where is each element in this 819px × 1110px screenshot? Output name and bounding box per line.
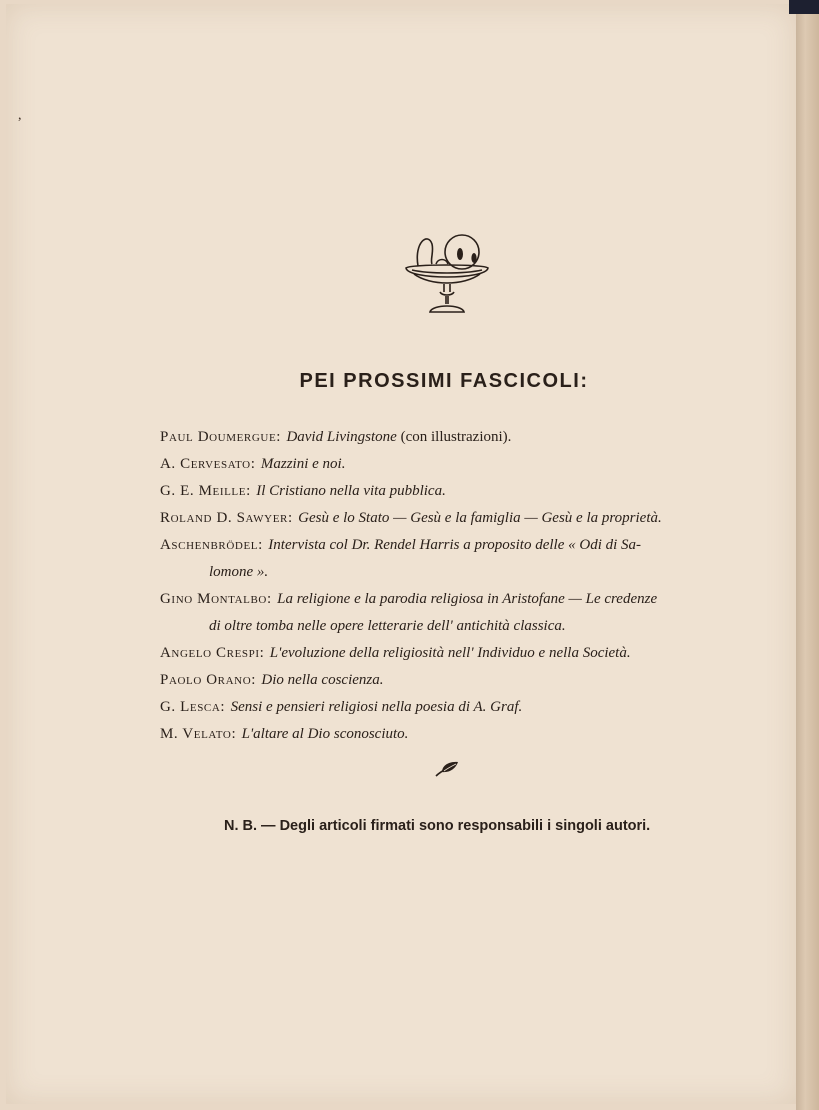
- section-title: PEI PROSSIMI FASCICOLI:: [299, 370, 589, 392]
- list-item: Angelo Crespi: L'evoluzione della religiosità nell' Individuo e nella Società.: [160, 645, 631, 661]
- page-edge: [796, 0, 819, 1110]
- editorial-note: N. B. — Degli articoli firmati sono responsabili i singoli autori.: [224, 818, 651, 834]
- author-name: A. Cervesato: [160, 456, 251, 472]
- article-note: (con illustrazioni).: [396, 429, 512, 445]
- article-title-cont: lomone ».: [209, 564, 269, 580]
- list-item-continuation: [160, 613, 760, 640]
- author-name: Gino Montalbo: [160, 591, 267, 607]
- ink-mark: ,: [18, 108, 22, 123]
- author-name: Angelo Crespi: [160, 645, 260, 661]
- article-title: Sensi e pensieri religiosi nella poesia di A. Graf.: [230, 699, 523, 715]
- author-name: M. Velato: [160, 726, 232, 742]
- oil-lamp-icon: [400, 224, 494, 316]
- article-title: Il Cristiano nella vita pubblica.: [256, 483, 446, 499]
- article-title: Intervista col Dr. Rendel Harris a proposito delle « Odi di Sa-: [268, 537, 642, 553]
- list-item: G. E. Meille: Il Cristiano nella vita pubblica.: [160, 483, 446, 499]
- article-title: David Livingstone: [286, 429, 397, 445]
- author-name: G. E. Meille: [160, 483, 247, 499]
- list-item: M. Velato: L'altare al Dio sconosciuto.: [160, 726, 409, 742]
- list-item: Gino Montalbo: La religione e la parodia religiosa in Aristofane — Le credenze: [160, 591, 658, 607]
- list-item: Paul Doumergue: David Livingstone (con illustrazioni).: [160, 429, 512, 445]
- author-name: Aschenbrödel: [160, 537, 259, 553]
- article-title: Dio nella coscienza.: [261, 672, 384, 688]
- list-item: G. Lesca: Sensi e pensieri religiosi nella poesia di A. Graf.: [160, 699, 523, 715]
- list-item: Aschenbrödel: Intervista col Dr. Rendel Harris a proposito delle « Odi di Sa-: [160, 537, 642, 553]
- upcoming-articles-list: [160, 424, 760, 748]
- list-item: A. Cervesato: Mazzini e noi.: [160, 456, 346, 472]
- book-spine: [789, 0, 819, 14]
- article-title-cont: di oltre tomba nelle opere letterarie dell' antichità classica.: [209, 618, 566, 634]
- list-item-continuation: [160, 559, 760, 586]
- author-name: Paolo Orano: [160, 672, 252, 688]
- author-name: Roland D. Sawyer: [160, 510, 288, 526]
- article-title: La religione e la parodia religiosa in Aristofane — Le credenze: [277, 591, 658, 607]
- list-item: Paolo Orano: Dio nella coscienza.: [160, 672, 384, 688]
- author-name: G. Lesca: [160, 699, 221, 715]
- list-item: Roland D. Sawyer: Gesù e lo Stato — Gesù e la famiglia — Gesù e la proprietà.: [160, 510, 662, 526]
- author-name: Paul Doumergue: [160, 429, 277, 445]
- article-title: L'evoluzione della religiosità nell' Individuo e nella Società.: [269, 645, 631, 661]
- leaf-ornament-icon: [434, 760, 460, 778]
- article-title: Mazzini e noi.: [260, 456, 346, 472]
- article-title: L'altare al Dio sconosciuto.: [241, 726, 409, 742]
- article-title: Gesù e lo Stato — Gesù e la famiglia — Gesù e la proprietà.: [298, 510, 662, 526]
